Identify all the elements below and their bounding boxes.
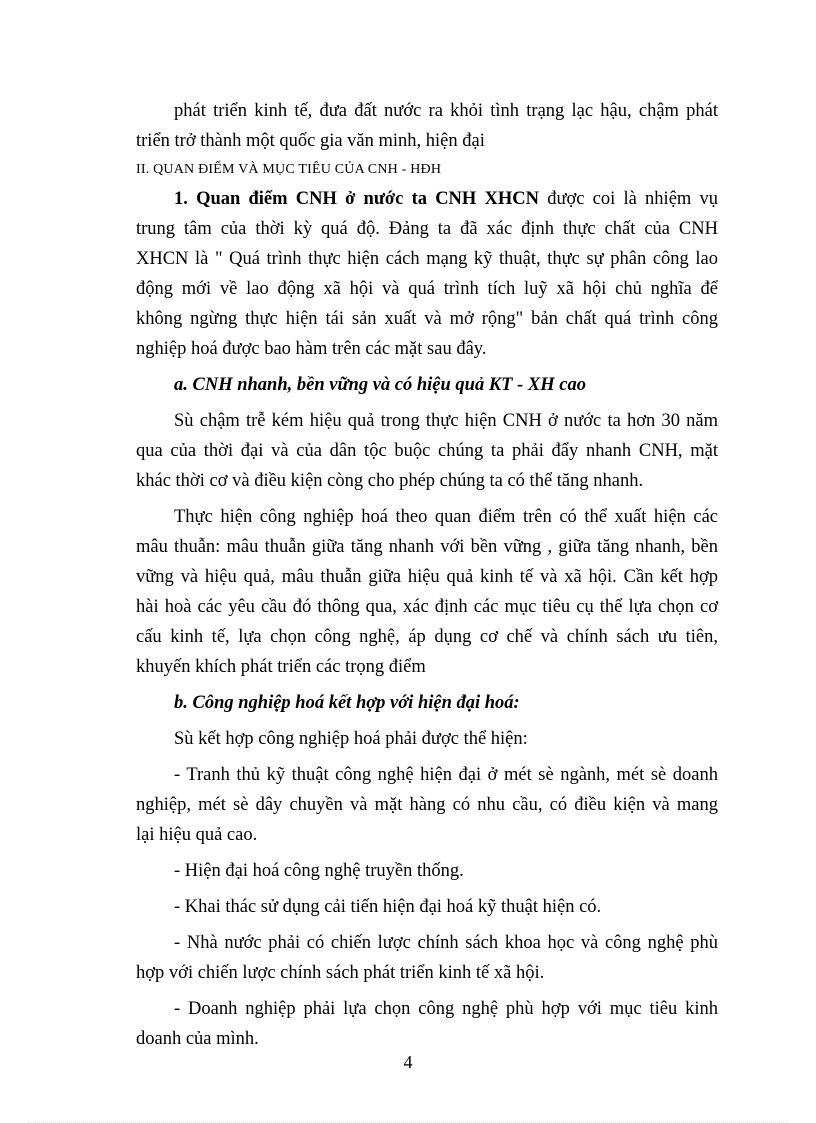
subsection-b-title: b. Công nghiệp hoá kết hợp với hiện đại hoá: — [174, 693, 520, 713]
page-number: 4 — [403, 1052, 413, 1072]
subsection-a-para2-line: cấu kinh tế, lựa chọn công nghệ, áp dụng cơ chế và chính sách ưu tiên, — [136, 627, 718, 647]
bullet-4-line: - Nhà nước phải có chiến lược chính sách khoa học và công nghệ phù — [174, 933, 718, 953]
document-page — [136, 96, 718, 1054]
bullet-2: - Hiện đại hoá công nghệ truyền thống. — [174, 861, 464, 881]
section1-line: động mới về lao động xã hội và quá trình tích luỹ xã hội chủ nghĩa để — [136, 279, 718, 299]
bullet-4-line: hợp với chiến lược chính sách phát triển kinh tế xã hội. — [136, 963, 545, 983]
bullet-1-line: nghiệp, mét sè dây chuyền và mặt hàng có nhu cầu, có điều kiện và mang — [136, 795, 718, 815]
bullet-1-line: lại hiệu quả cao. — [136, 825, 258, 845]
bullet-5-line: - Doanh nghiệp phải lựa chọn công nghệ phù hợp với mục tiêu kinh — [174, 999, 718, 1019]
subsection-a-para1-line: khác thời cơ và điều kiện còng cho phép chúng ta có thể tăng nhanh. — [136, 471, 644, 491]
subsection-a-para2-line: vững và hiệu quả, mâu thuẫn giữa hiệu quả kinh tế và xã hội. Cần kết hợp — [136, 567, 718, 587]
section-heading: II. QUAN ĐIỂM VÀ MỤC TIÊU CỦA CNH - HĐH — [136, 162, 442, 177]
bullet-5-line: doanh của mình. — [136, 1029, 259, 1049]
subsection-a-para2-line: Thực hiện công nghiệp hoá theo quan điểm trên có thể xuất hiện các — [174, 507, 718, 527]
section1-title-rest: được coi là nhiệm vụ — [539, 189, 718, 209]
bullet-3: - Khai thác sử dụng cải tiến hiện đại hoá kỹ thuật hiện có. — [174, 897, 602, 917]
subsection-b-intro: Sù kết hợp công nghiệp hoá phải được thể hiện: — [174, 729, 528, 749]
subsection-a-title: a. CNH nhanh, bền vững và có hiệu quả KT - XH cao — [174, 375, 586, 395]
section1-line: XHCN là " Quá trình thực hiện cách mạng kỹ thuật, thực sự phân công lao — [136, 249, 718, 269]
intro-line-2: triển trở thành một quốc gia văn minh, hiện đại — [136, 131, 485, 151]
section1-first-line — [136, 184, 718, 214]
bullet-1-line: - Tranh thủ kỹ thuật công nghệ hiện đại ở mét sè ngành, mét sè doanh — [174, 765, 718, 785]
subsection-a-para1-line: qua của thời đại và của dân tộc buộc chúng ta phải đẩy nhanh CNH, mặt — [136, 441, 718, 461]
section1-title: 1. Quan điểm CNH ở nước ta CNH XHCN — [174, 189, 539, 209]
subsection-a-para2-line: hài hoà các yêu cầu đó thông qua, xác định các mục tiêu cụ thể lựa chọn cơ — [136, 597, 718, 617]
section1-line: trung tâm của thời kỳ quá độ. Đảng ta đã xác định thực chất của CNH — [136, 219, 718, 239]
subsection-a-para2-line: mâu thuẫn: mâu thuẫn giữa tăng nhanh với bền vững , giữa tăng nhanh, bền — [136, 537, 718, 557]
subsection-a-para2-line: khuyến khích phát triển các trọng điểm — [136, 657, 426, 677]
section1-line: nghiệp hoá được bao hàm trên các mặt sau đây. — [136, 339, 487, 359]
subsection-a-para1-line: Sù chậm trễ kém hiệu quả trong thực hiện CNH ở nước ta hơn 30 năm — [174, 411, 718, 431]
intro-line-1: phát triển kinh tế, đưa đất nước ra khỏi tình trạng lạc hậu, chậm phát — [174, 101, 718, 121]
section1-line: không ngừng thực hiện tái sản xuất và mở rộng" bản chất quá trình công — [136, 309, 718, 329]
